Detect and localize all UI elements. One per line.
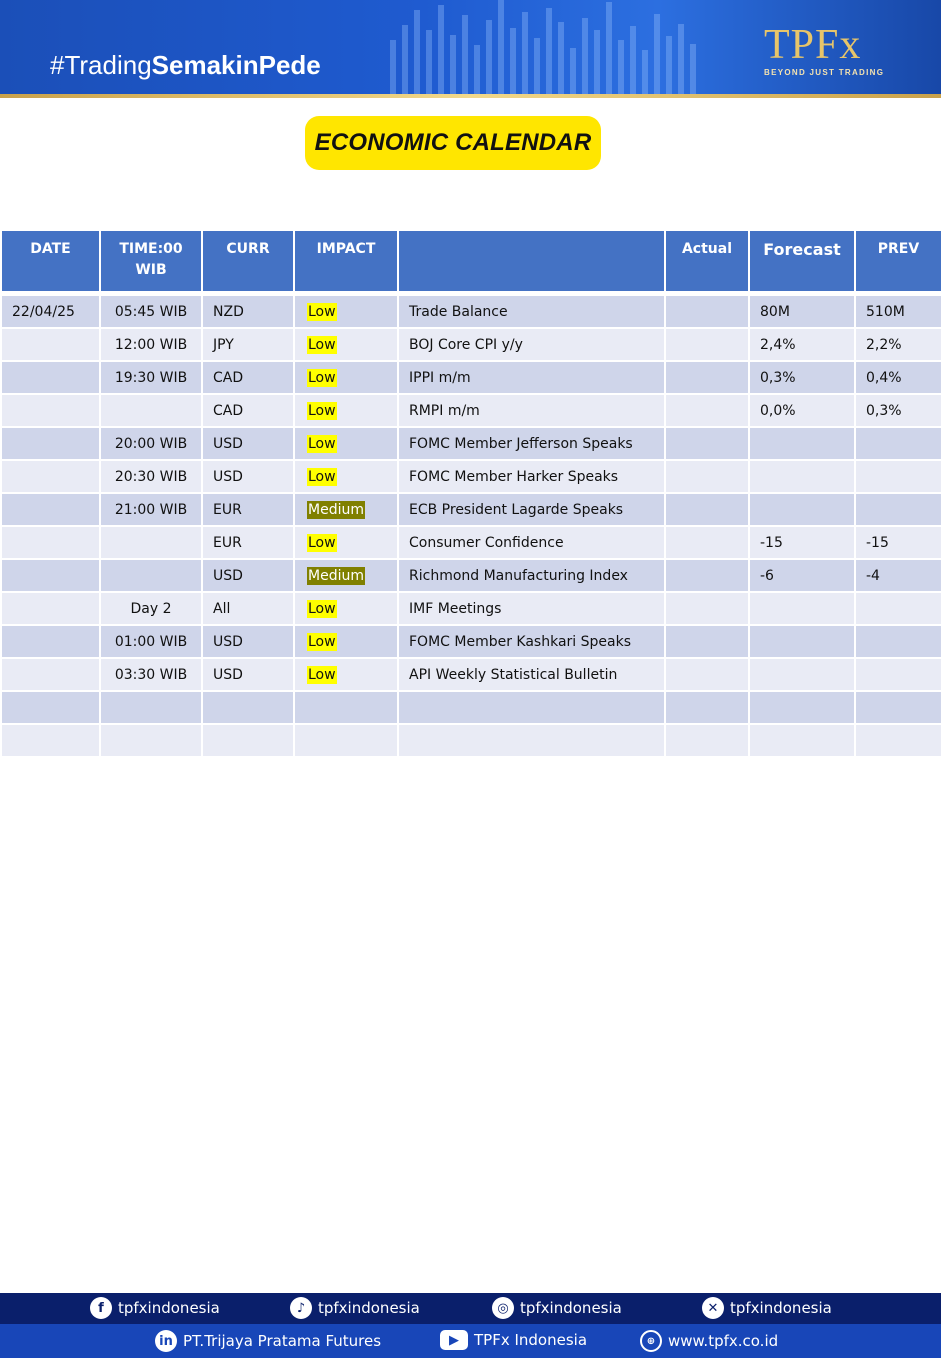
cell-actual	[666, 294, 748, 327]
cell-forecast: 0,3%	[750, 360, 854, 393]
cell-event: FOMC Member Kashkari Speaks	[399, 624, 664, 657]
cell-impact	[295, 459, 397, 492]
linkedin-icon: in	[155, 1330, 177, 1352]
cell-impact	[295, 657, 397, 690]
cell-curr: CAD	[203, 360, 293, 393]
cell-prev: 0,3%	[856, 393, 941, 426]
table-row	[2, 690, 941, 723]
footer-youtube[interactable]	[440, 1330, 587, 1350]
cell-prev: 510M	[856, 294, 941, 327]
gold-divider	[0, 94, 941, 98]
cell-curr: USD	[203, 657, 293, 690]
brand-logo	[764, 24, 904, 80]
cell-curr: USD	[203, 558, 293, 591]
chart-decoration	[380, 0, 800, 94]
cell-forecast	[750, 492, 854, 525]
table-row	[2, 624, 941, 657]
col-header-forecast: Forecast	[750, 231, 854, 294]
cell-time: 21:00 WIB	[101, 492, 201, 525]
col-header-event	[399, 231, 664, 294]
cell-actual	[666, 690, 748, 723]
cell-date: 22/04/25	[2, 294, 99, 327]
cell-event: BOJ Core CPI y/y	[399, 327, 664, 360]
cell-impact	[295, 393, 397, 426]
table-row	[2, 294, 941, 327]
cell-impact	[295, 591, 397, 624]
cell-time: 12:00 WIB	[101, 327, 201, 360]
cell-prev	[856, 723, 941, 756]
cell-prev	[856, 591, 941, 624]
col-header-time	[101, 231, 201, 294]
col-header-prev: PREV	[856, 231, 941, 294]
header-banner	[0, 0, 941, 94]
facebook-icon: f	[90, 1297, 112, 1319]
cell-impact	[295, 723, 397, 756]
hashtag-slogan	[50, 50, 321, 81]
cell-prev: -4	[856, 558, 941, 591]
x-handle: tpfxindonesia	[730, 1299, 832, 1317]
page-title: ECONOMIC CALENDAR	[305, 116, 601, 170]
impact-badge: Low	[308, 600, 336, 617]
cell-forecast	[750, 690, 854, 723]
impact-badge: Low	[308, 402, 336, 419]
youtube-icon: ▶	[440, 1330, 468, 1350]
cell-prev: -15	[856, 525, 941, 558]
table-row	[2, 327, 941, 360]
table-row	[2, 426, 941, 459]
cell-date	[2, 723, 99, 756]
youtube-name: TPFx Indonesia	[474, 1331, 588, 1349]
cell-forecast	[750, 459, 854, 492]
cell-time	[101, 525, 201, 558]
table-row	[2, 591, 941, 624]
cell-prev	[856, 459, 941, 492]
logo-text: TPFx	[764, 22, 862, 68]
cell-actual	[666, 426, 748, 459]
cell-actual	[666, 723, 748, 756]
col-header-date: DATE	[2, 231, 99, 294]
cell-forecast: -6	[750, 558, 854, 591]
footer-facebook[interactable]	[90, 1297, 220, 1319]
cell-actual	[666, 624, 748, 657]
cell-date	[2, 327, 99, 360]
impact-badge: Low	[308, 666, 336, 683]
table-row	[2, 459, 941, 492]
cell-curr	[203, 723, 293, 756]
cell-curr: All	[203, 591, 293, 624]
cell-time: 19:30 WIB	[101, 360, 201, 393]
impact-badge: Low	[308, 336, 336, 353]
cell-event: Trade Balance	[399, 294, 664, 327]
cell-actual	[666, 459, 748, 492]
table-header-row	[2, 231, 941, 294]
col-header-impact: IMPACT	[295, 231, 397, 294]
tiktok-icon: ♪	[290, 1297, 312, 1319]
cell-date	[2, 393, 99, 426]
cell-actual	[666, 657, 748, 690]
instagram-handle: tpfxindonesia	[520, 1299, 622, 1317]
cell-forecast	[750, 657, 854, 690]
cell-impact	[295, 327, 397, 360]
x-icon: ✕	[702, 1297, 724, 1319]
cell-curr: USD	[203, 459, 293, 492]
cell-time: 20:30 WIB	[101, 459, 201, 492]
cell-curr: CAD	[203, 393, 293, 426]
cell-event: IMF Meetings	[399, 591, 664, 624]
cell-time: Day 2	[101, 591, 201, 624]
instagram-icon: ◎	[492, 1297, 514, 1319]
col-header-actual: Actual	[666, 231, 748, 294]
cell-time	[101, 690, 201, 723]
cell-time: 01:00 WIB	[101, 624, 201, 657]
cell-forecast	[750, 723, 854, 756]
cell-event: API Weekly Statistical Bulletin	[399, 657, 664, 690]
footer-linkedin[interactable]	[155, 1330, 381, 1352]
cell-event: FOMC Member Harker Speaks	[399, 459, 664, 492]
footer-website[interactable]	[640, 1330, 778, 1352]
cell-actual	[666, 492, 748, 525]
logo-tagline: BEYOND JUST TRADING	[764, 68, 885, 77]
tiktok-handle: tpfxindonesia	[318, 1299, 420, 1317]
cell-curr: JPY	[203, 327, 293, 360]
cell-event: RMPI m/m	[399, 393, 664, 426]
cell-date	[2, 591, 99, 624]
cell-forecast	[750, 624, 854, 657]
cell-impact	[295, 426, 397, 459]
col-header-time-label: TIME:00 WIB	[119, 241, 183, 278]
table-row	[2, 525, 941, 558]
cell-date	[2, 459, 99, 492]
cell-curr: NZD	[203, 294, 293, 327]
cell-prev	[856, 657, 941, 690]
impact-badge: Low	[308, 534, 336, 551]
table-row	[2, 393, 941, 426]
impact-badge: Low	[308, 303, 336, 320]
cell-prev	[856, 624, 941, 657]
cell-time: 05:45 WIB	[101, 294, 201, 327]
cell-time	[101, 393, 201, 426]
cell-date	[2, 492, 99, 525]
cell-prev: 2,2%	[856, 327, 941, 360]
cell-forecast: 80M	[750, 294, 854, 327]
cell-impact	[295, 624, 397, 657]
cell-actual	[666, 393, 748, 426]
table-row	[2, 657, 941, 690]
table-row	[2, 492, 941, 525]
cell-forecast	[750, 426, 854, 459]
cell-impact	[295, 690, 397, 723]
impact-badge: Medium	[308, 501, 364, 518]
cell-time: 20:00 WIB	[101, 426, 201, 459]
cell-event: FOMC Member Jefferson Speaks	[399, 426, 664, 459]
cell-actual	[666, 558, 748, 591]
footer-x[interactable]	[702, 1297, 832, 1319]
impact-badge: Low	[308, 435, 336, 452]
footer-tiktok[interactable]	[290, 1297, 420, 1319]
cell-prev	[856, 690, 941, 723]
cell-impact	[295, 294, 397, 327]
cell-actual	[666, 360, 748, 393]
cell-curr: USD	[203, 624, 293, 657]
cell-event	[399, 723, 664, 756]
cell-forecast: 0,0%	[750, 393, 854, 426]
cell-curr: EUR	[203, 492, 293, 525]
table-row	[2, 723, 941, 756]
cell-actual	[666, 327, 748, 360]
footer-contact-bar	[0, 1324, 941, 1358]
impact-badge: Low	[308, 369, 336, 386]
hashtag-prefix: #Trading	[50, 50, 152, 80]
cell-curr: USD	[203, 426, 293, 459]
cell-impact	[295, 492, 397, 525]
table-body	[2, 294, 941, 756]
cell-prev	[856, 426, 941, 459]
cell-impact	[295, 525, 397, 558]
cell-curr: EUR	[203, 525, 293, 558]
cell-forecast	[750, 591, 854, 624]
cell-date	[2, 525, 99, 558]
hashtag-bold: SemakinPede	[151, 50, 321, 80]
footer-instagram[interactable]	[492, 1297, 622, 1319]
cell-date	[2, 426, 99, 459]
cell-date	[2, 690, 99, 723]
table-row	[2, 360, 941, 393]
cell-forecast: 2,4%	[750, 327, 854, 360]
cell-actual	[666, 525, 748, 558]
impact-badge: Medium	[308, 567, 364, 584]
cell-date	[2, 624, 99, 657]
cell-impact	[295, 360, 397, 393]
globe-icon: ⊕	[640, 1330, 662, 1352]
impact-badge: Low	[308, 633, 336, 650]
cell-time	[101, 723, 201, 756]
cell-date	[2, 657, 99, 690]
cell-event: Richmond Manufacturing Index	[399, 558, 664, 591]
website-url: www.tpfx.co.id	[668, 1332, 779, 1350]
cell-event: ECB President Lagarde Speaks	[399, 492, 664, 525]
cell-impact	[295, 558, 397, 591]
cell-event: IPPI m/m	[399, 360, 664, 393]
cell-event	[399, 690, 664, 723]
footer-social-bar	[0, 1293, 941, 1324]
linkedin-name: PT.Trijaya Pratama Futures	[183, 1332, 382, 1350]
col-header-curr: CURR	[203, 231, 293, 294]
cell-date	[2, 558, 99, 591]
cell-time: 03:30 WIB	[101, 657, 201, 690]
impact-badge: Low	[308, 468, 336, 485]
cell-actual	[666, 591, 748, 624]
cell-curr	[203, 690, 293, 723]
cell-date	[2, 360, 99, 393]
economic-calendar-table	[0, 231, 941, 756]
cell-event: Consumer Confidence	[399, 525, 664, 558]
table-row	[2, 558, 941, 591]
cell-forecast: -15	[750, 525, 854, 558]
cell-time	[101, 558, 201, 591]
cell-prev	[856, 492, 941, 525]
facebook-handle: tpfxindonesia	[118, 1299, 220, 1317]
cell-prev: 0,4%	[856, 360, 941, 393]
